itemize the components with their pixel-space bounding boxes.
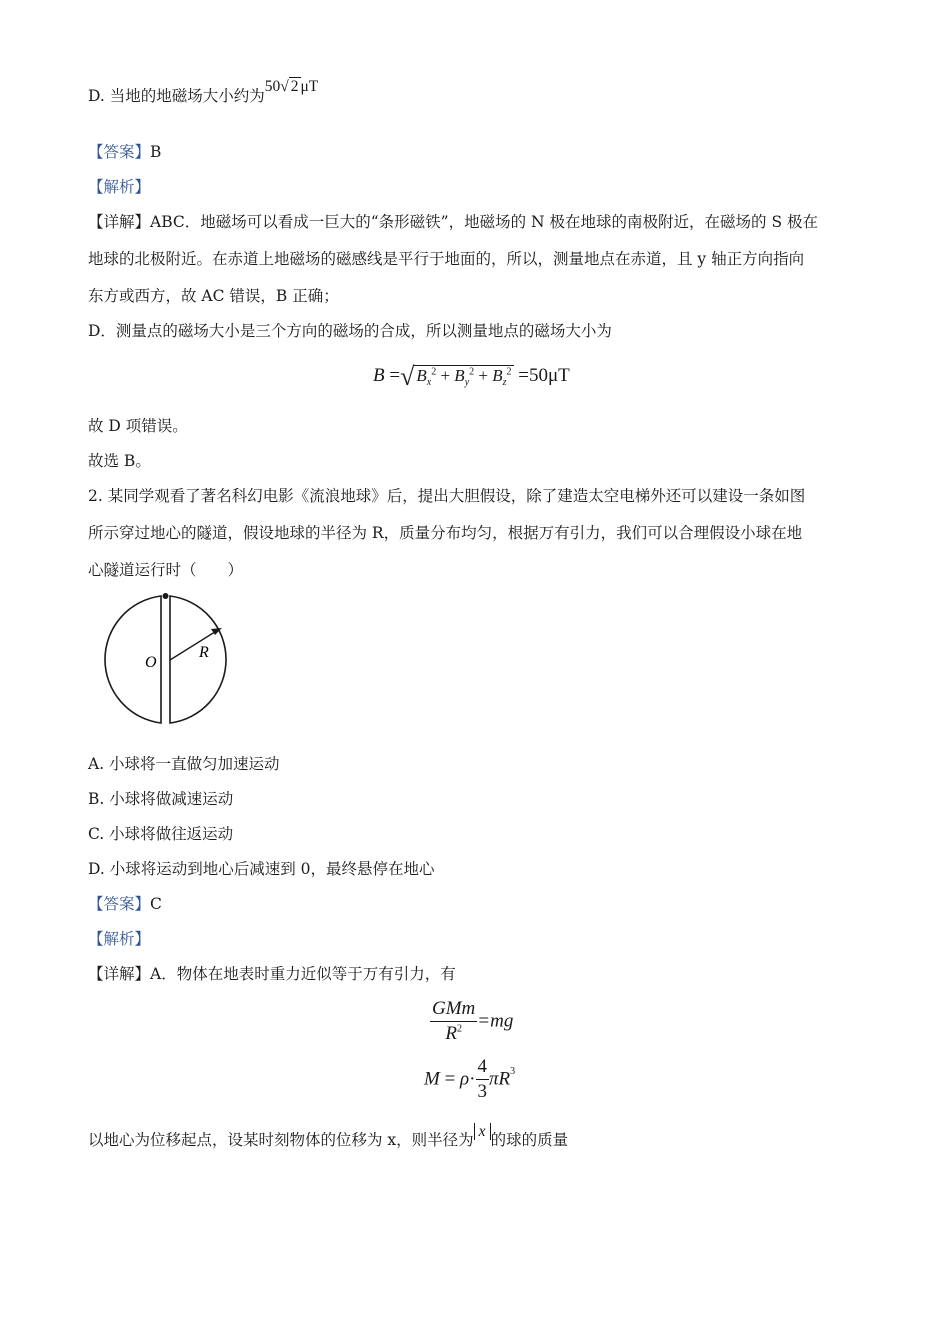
answer-value: B — [150, 143, 162, 161]
answer-label: 【答案】 — [88, 895, 151, 913]
answer-value: C — [150, 895, 162, 913]
ball-dot — [163, 593, 169, 599]
unit: μT — [300, 78, 319, 95]
analysis-1-label: 【解析】 — [88, 178, 151, 196]
detail-label: 【详解】 — [88, 213, 151, 231]
magnitude-value: 50 — [264, 78, 281, 95]
question-2-line-3: 心隧道运行时（ ） — [88, 561, 244, 579]
option-d-previous: D. 当地的地磁场大小约为50√ 2 μT — [88, 78, 319, 105]
option-d: D. 小球将运动到地心后减速到 0，最终悬停在地心 — [88, 860, 435, 878]
formula-magnitude: B =√ $B_x^2 + B_y^2 + B_z^2 =50\mu T$ — [373, 362, 570, 391]
option-c: C. 小球将做往返运动 — [88, 825, 234, 843]
detail-1-line-2: 地球的北极附近。在赤道上地磁场的磁感线是平行于地面的，所以，测量地点在赤道，且 y 轴正方向指向 — [88, 250, 805, 268]
detail-2-line-1: 【详解】A．物体在地表时重力近似等于万有引力，有 — [88, 965, 456, 983]
sqrt-value: 2 — [290, 78, 299, 95]
detail-1-line-3: 东方或西方，故 AC 错误，B 正确； — [88, 287, 339, 305]
detail-label: 【详解】 — [88, 965, 151, 983]
center-label-o: O — [145, 654, 157, 671]
question-2-line-1: 2. 某同学观看了著名科幻电影《流浪地球》后，提出大胆假设，除了建造太空电梯外还可以建设一条如图 — [88, 487, 806, 505]
radius-label-r: R — [199, 644, 209, 661]
option-a: A. 小球将一直做匀加速运动 — [88, 755, 280, 773]
option-b: B. 小球将做减速运动 — [88, 790, 234, 808]
formula-mass: M = ρ· $\frac{4}{3}$ $\pi R^3$ — [424, 1056, 516, 1102]
answer-1 — [88, 142, 161, 162]
conclusion-1-line-2: 故选 B。 — [88, 452, 151, 470]
abs-x: x — [474, 1123, 491, 1140]
analysis-2-label: 【解析】 — [88, 930, 151, 948]
detail-1-line-4: D．测量点的磁场大小是三个方向的磁场的合成，所以测量地点的磁场大小为 — [88, 322, 612, 340]
last-line: 以地心为位移起点，设某时刻物体的位移为 x，则半径为 x 的球的质量 — [88, 1123, 569, 1149]
detail-1-line-1: 【详解】ABC．地磁场可以看成一巨大的“条形磁铁”，地磁场的 N 极在地球的南极附近，在磁场的 S 极在 — [88, 213, 818, 231]
conclusion-1-line-1: 故 D 项错误。 — [88, 417, 188, 435]
formula-result: =50μT — [518, 365, 570, 386]
answer-2 — [88, 894, 162, 914]
answer-label: 【答案】 — [88, 143, 151, 161]
earth-tunnel-figure — [98, 590, 238, 730]
formula-gravity: $\frac{\text{GMm}}{R^2}$ =mg — [432, 998, 514, 1044]
question-2-line-2: 所示穿过地心的隧道，假设地球的半径为 R，质量分布均匀，根据万有引力，我们可以合理假设小球在地 — [88, 524, 803, 542]
